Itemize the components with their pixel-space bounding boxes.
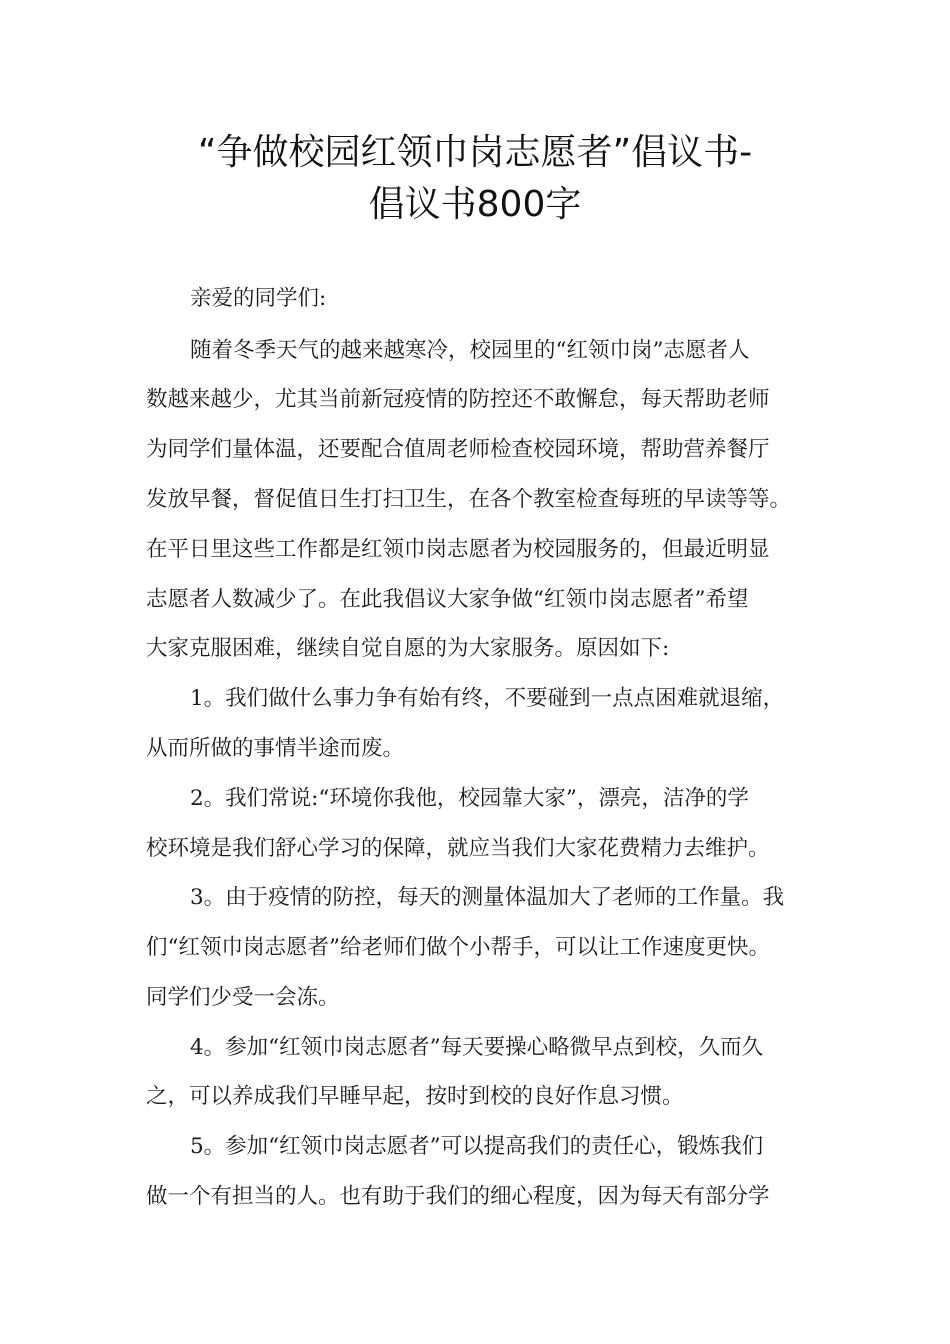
body-line: 数越来越少，尤其当前新冠疫情的防控还不敢懈怠，每天帮助老师 [146,387,770,412]
body-line: 大家克服困难，继续自觉自愿的为大家服务。原因如下: [146,636,670,661]
list-item-3-line: 同学们少受一会冻。 [146,985,340,1010]
document-title-line-2: 倡议书800字 [368,184,582,225]
list-item-3-line: 3。由于疫情的防控，每天的测量体温加大了老师的工作量。我 [190,885,785,910]
list-item-5-line: 做一个有担当的人。也有助于我们的细心程度，因为每天有部分学 [146,1184,770,1209]
list-item-5-line: 5。参加“红领巾岗志愿者”可以提高我们的责任心，锻炼我们 [190,1134,764,1159]
list-item-4-line: 之，可以养成我们早睡早起，按时到校的良好作息习惯。 [146,1084,684,1109]
body-line: 发放早餐，督促值日生打扫卫生，在各个教室检查每班的早读等等。 [146,487,792,512]
body-line: 志愿者人数减少了。在此我倡议大家争做“红领巾岗志愿者”希望 [146,587,749,612]
list-item-1-line: 从而所做的事情半途而废。 [146,736,405,761]
body-line: 为同学们量体温，还要配合值周老师检查校园环境，帮助营养餐厅 [146,437,770,462]
list-item-2-line: 校环境是我们舒心学习的保障，就应当我们大家花费精力去维护。 [146,836,770,861]
document-title-line-1: “争做校园红领巾岗志愿者”倡议书- [197,132,753,173]
list-item-3-line: 们“红领巾岗志愿者”给老师们做个小帮手，可以让工作速度更快。 [146,935,770,960]
body-line: 在平日里这些工作都是红领巾岗志愿者为校园服务的，但最近明显 [146,537,770,562]
body-line: 随着冬季天气的越来越寒冷，校园里的“红领巾岗”志愿者人 [190,338,750,363]
list-item-2-line: 2。我们常说:“环境你我他，校园靠大家”，漂亮，洁净的学 [190,786,749,811]
list-item-4-line: 4。参加“红领巾岗志愿者”每天要操心略微早点到校，久而久 [190,1035,764,1060]
list-item-1-line: 1。我们做什么事力争有始有终，不要碰到一点点困难就退缩， [190,686,785,711]
salutation: 亲爱的同学们: [190,286,327,311]
